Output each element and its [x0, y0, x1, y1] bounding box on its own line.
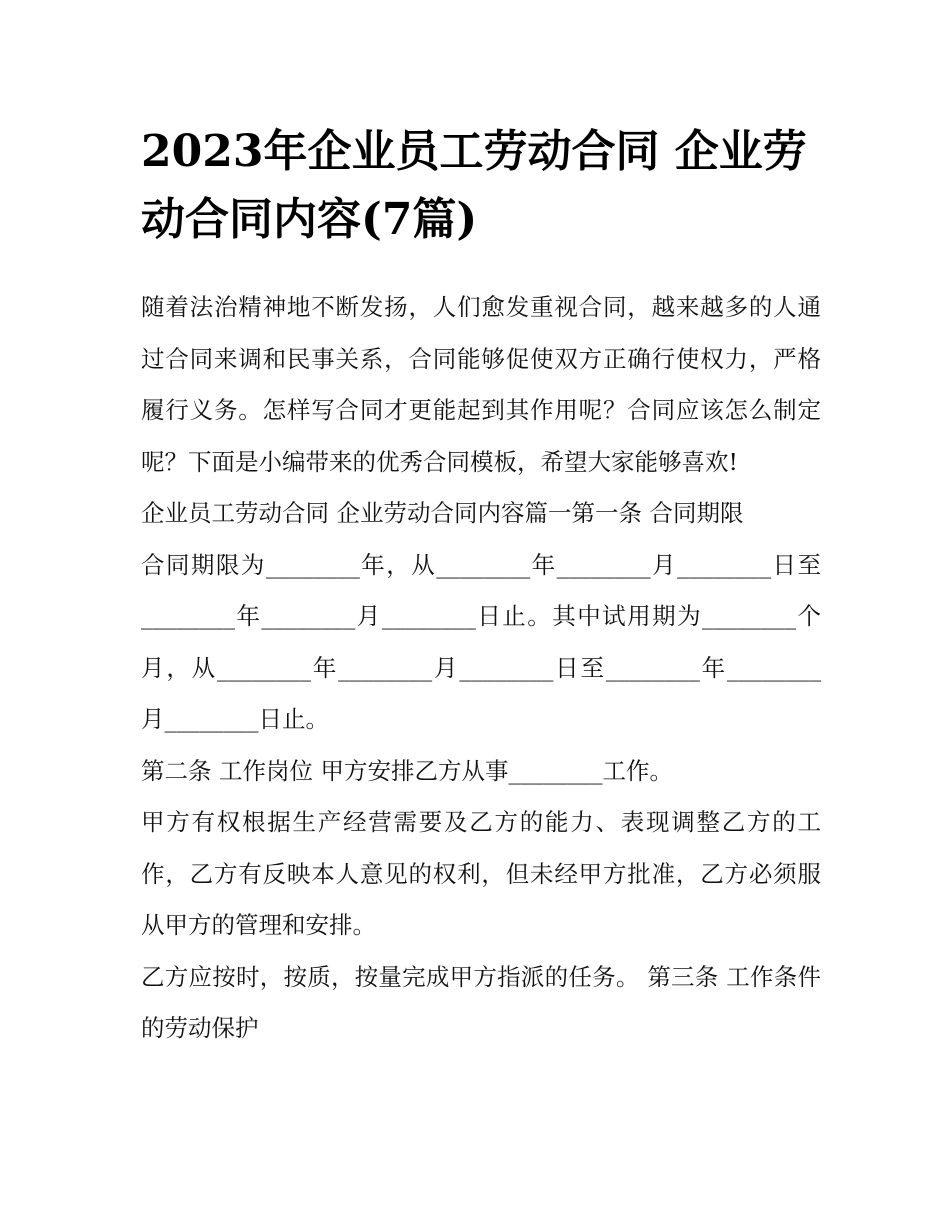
document-title: 2023年企业员工劳动合同 企业劳动合同内容(7篇) [141, 126, 807, 245]
document-body [141, 282, 821, 1055]
intro-paragraph: 随着法治精神地不断发扬，人们愈发重视合同，越来越多的人通过合同来调和民事关系，合同能够促使双方正确行使权力，严格履行义务。怎样写合同才更能起到其作用呢？合同应该怎么制定呢？下面是小编带来的优秀合同模板，希望大家能够喜欢! [141, 293, 821, 476]
section-heading-article-1: 企业员工劳动合同 企业劳动合同内容篇一第一条 合同期限 [141, 499, 744, 527]
article-3-paragraph: 乙方应按时，按质，按量完成甲方指派的任务。 第三条 工作条件的劳动保护 [141, 962, 821, 1042]
article-2-job-position: 第二条 工作岗位 甲方安排乙方从事________工作。 [141, 756, 673, 785]
job-adjustment-paragraph: 甲方有权根据生产经营需要及乙方的能力、表现调整乙方的工作，乙方有反映本人意见的权利，但未经甲方批准，乙方必须服从甲方的管理和安排。 [141, 808, 821, 939]
document-page [141, 118, 821, 1055]
contract-term-paragraph: 合同期限为________年，从________年________月________日至________年________月________日止。其中试用期为________个月，从________年________月________日至________年________月________日止。 [141, 550, 821, 733]
